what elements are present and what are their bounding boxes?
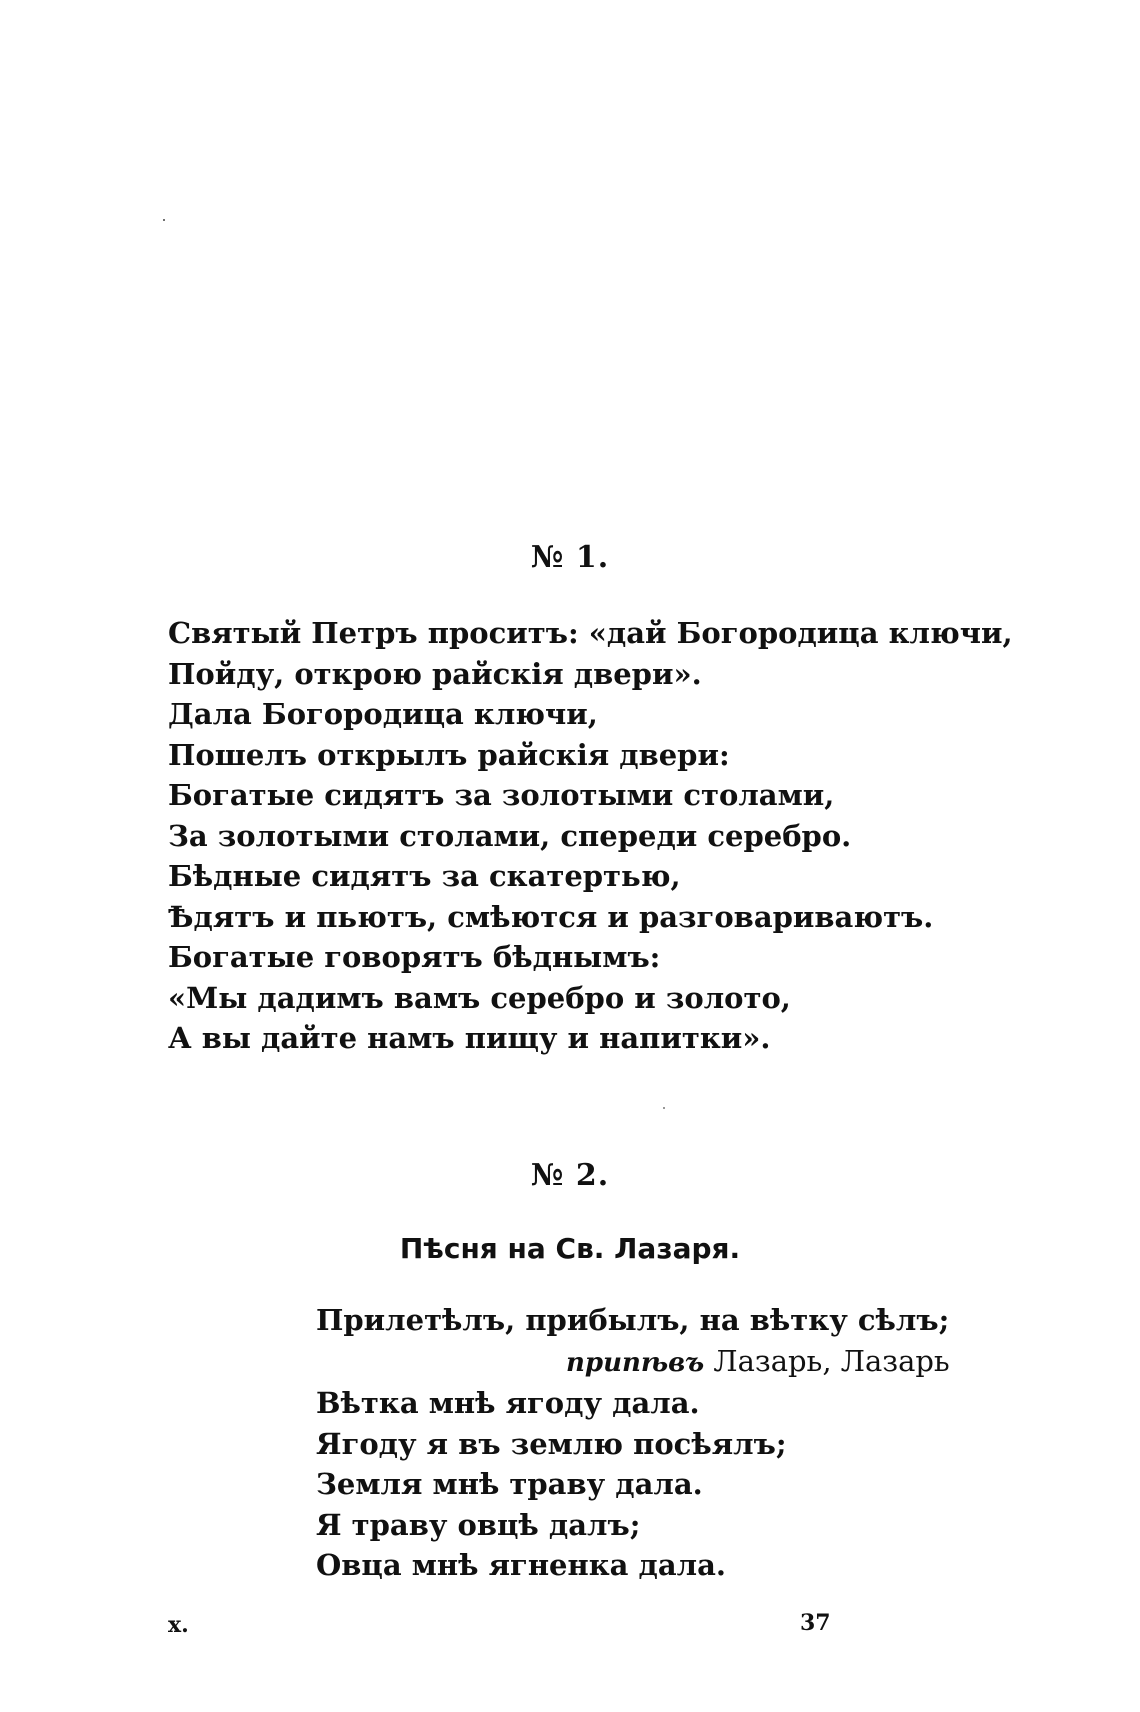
poem-line: Дала Богородица ключи, (168, 697, 598, 731)
section-number: № 1. (530, 540, 610, 575)
print-speck (663, 1107, 665, 1109)
poem-line: «Мы дадимъ вамъ серебро и золото, (168, 980, 791, 1015)
poem-line: Я траву овцѣ далъ; (316, 1507, 641, 1542)
poem-2 (316, 1300, 950, 1586)
poem-line: Пойду, открою райскія двери». (168, 656, 702, 691)
poem-line: Прилетѣлъ, прибылъ, на вѣтку сѣлъ; (316, 1303, 950, 1337)
poem-line: Богатые говорятъ бѣднымъ: (168, 940, 661, 974)
poem-line: Вѣтка мнѣ ягоду дала. (316, 1386, 700, 1420)
poem-line: Ѣдятъ и пьютъ, смѣются и разговариваютъ. (168, 899, 934, 934)
section-number: № 2. (530, 1158, 610, 1193)
page-number: 37 (800, 1610, 831, 1636)
poem-line: Бѣдные сидятъ за скатертью, (168, 859, 681, 893)
refrain-text: Лазарь, Лазарь (713, 1343, 950, 1378)
poem-line: Святый Петръ проситъ: «дай Богородица ключи, (168, 616, 1013, 650)
refrain-mark: припѣвъ (566, 1347, 705, 1378)
poem-line: За золотыми столами, спереди серебро. (168, 818, 852, 853)
signature-mark: x. (168, 1612, 189, 1638)
poem-line: Овца мнѣ ягненка дала. (316, 1548, 727, 1582)
song-title: Пѣсня на Св. Лазаря. (399, 1232, 741, 1265)
refrain-line (316, 1341, 950, 1384)
poem-line: Ягоду я въ землю посѣялъ; (316, 1426, 787, 1461)
print-speck (163, 219, 165, 221)
poem-line: А вы дайте намъ пищу и напитки». (168, 1021, 771, 1055)
poem-1 (168, 613, 1013, 1059)
poem-line: Пошелъ открылъ райскія двери: (168, 737, 730, 772)
poem-line: Богатые сидятъ за золотыми столами, (168, 778, 835, 812)
poem-line: Земля мнѣ траву дала. (316, 1467, 703, 1501)
